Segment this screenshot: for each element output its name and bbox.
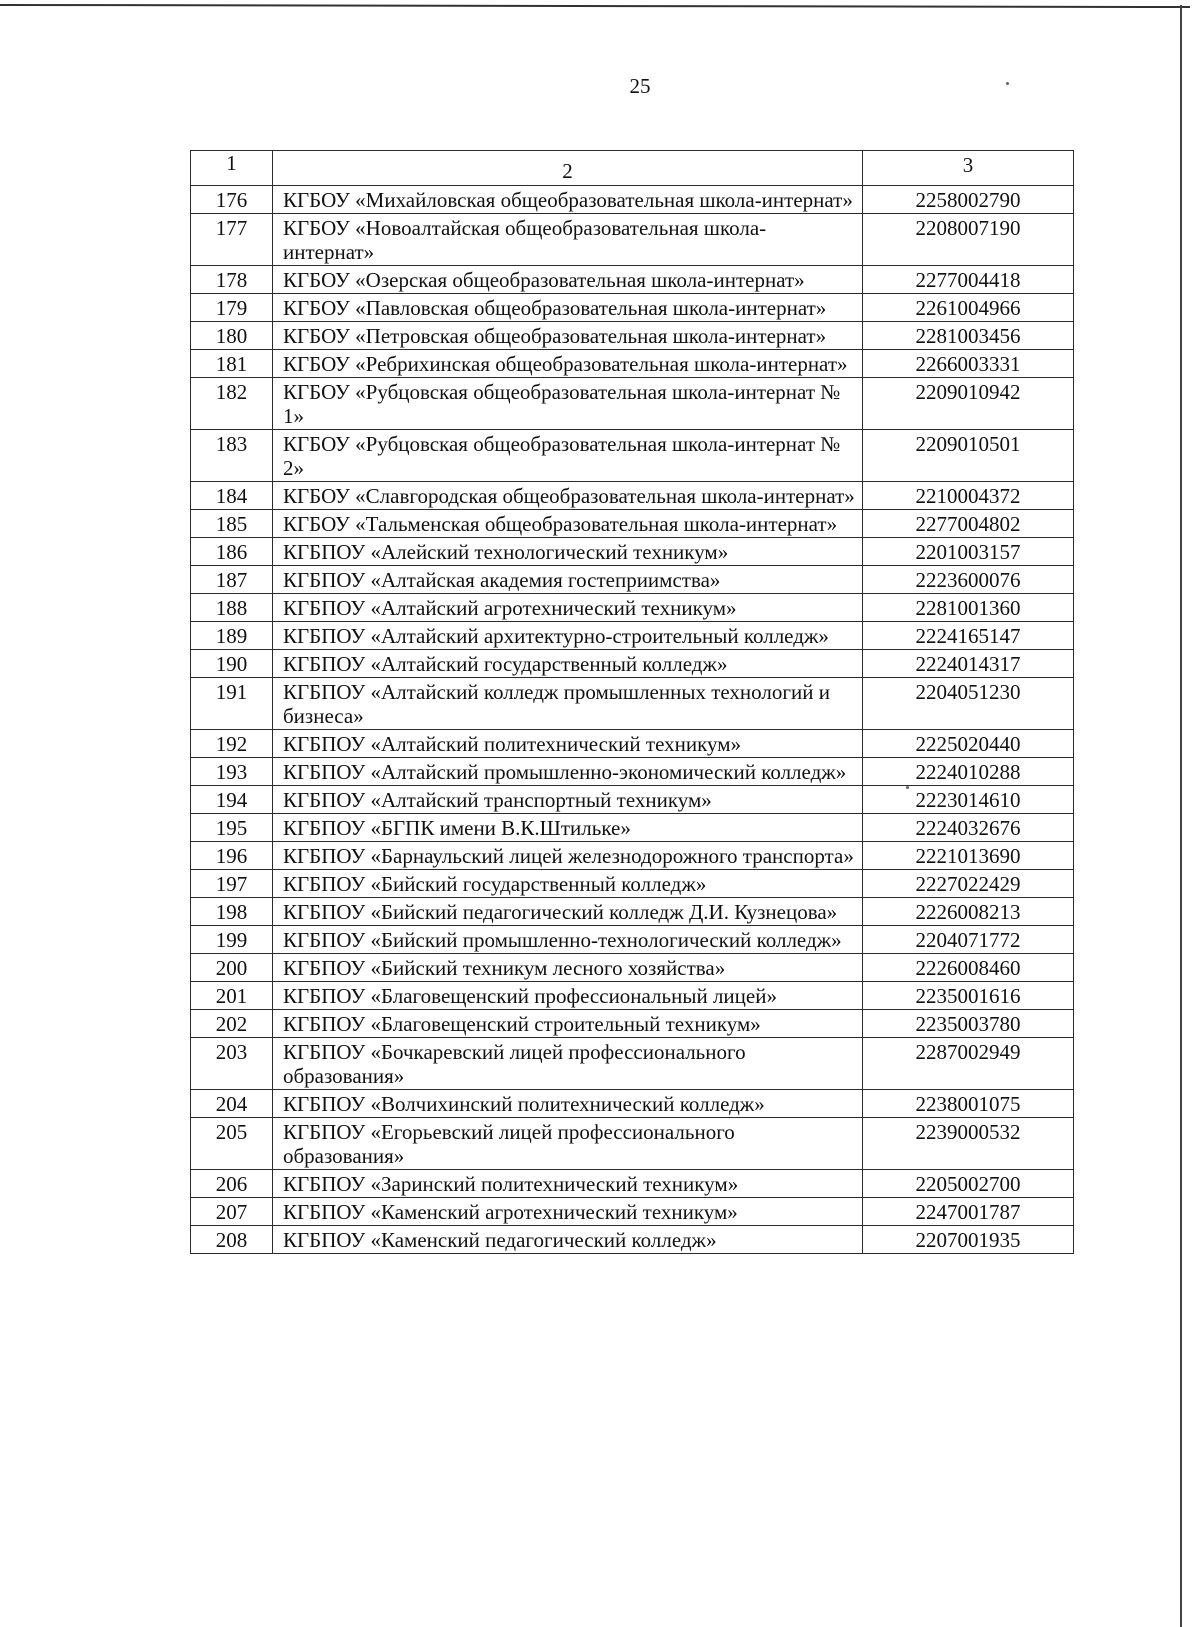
scan-edge-top [0,4,1190,8]
organization-name-cell: КГБПОУ «БГПК имени В.К.Штильке» [273,814,863,842]
inn-cell: 2261004966 [863,294,1074,322]
inn-cell: 2210004372 [863,482,1074,510]
table-row [191,814,1074,842]
inn-cell: 2258002790 [863,186,1074,214]
organization-name-cell: КГБОУ «Тальменская общеобразовательная школа-интернат» [273,510,863,538]
table-row [191,294,1074,322]
inn-cell: 2209010942 [863,378,1074,430]
inn-cell: 2207001935 [863,1226,1074,1254]
table-row [191,430,1074,482]
column-header-3: 3 [863,151,1074,186]
inn-cell: 2224165147 [863,622,1074,650]
organization-name-cell: КГБПОУ «Бийский промышленно-технологический колледж» [273,926,863,954]
table-row [191,870,1074,898]
inn-cell: 2227022429 [863,870,1074,898]
inn-cell: 2224032676 [863,814,1074,842]
row-number-cell: 196 [191,842,273,870]
organization-name-cell: КГБПОУ «Алтайский агротехнический техникум» [273,594,863,622]
row-number-cell: 188 [191,594,273,622]
organization-name-cell: КГБПОУ «Алтайская академия гостеприимства» [273,566,863,594]
page-number: 25 [629,74,651,98]
row-number-cell: 194 [191,786,273,814]
table-row [191,730,1074,758]
organization-name-cell: КГБПОУ «Каменский агротехнический техникум» [273,1198,863,1226]
organization-name-cell: КГБПОУ «Бийский педагогический колледж Д.И. Кузнецова» [273,898,863,926]
organization-name-cell: КГБОУ «Павловская общеобразовательная школа-интернат» [273,294,863,322]
scan-edge-right [1180,5,1182,1627]
row-number-cell: 190 [191,650,273,678]
column-header-2: 2 [273,151,863,186]
organization-name-cell: КГБПОУ «Каменский педагогический колледж» [273,1226,863,1254]
inn-cell: 2277004802 [863,510,1074,538]
table-row [191,322,1074,350]
row-number-cell: 206 [191,1170,273,1198]
table-row [191,954,1074,982]
row-number-cell: 202 [191,1010,273,1038]
inn-cell: 2235003780 [863,1010,1074,1038]
table-row [191,898,1074,926]
row-number-cell: 189 [191,622,273,650]
row-number-cell: 187 [191,566,273,594]
row-number-cell: 181 [191,350,273,378]
row-number-cell: 178 [191,266,273,294]
table-row [191,650,1074,678]
table-row [191,622,1074,650]
organization-name-cell: КГБПОУ «Алтайский государственный колледж» [273,650,863,678]
inn-cell: 2223014610 [863,786,1074,814]
table-row [191,482,1074,510]
organization-name-cell: КГБПОУ «Бочкаревский лицей профессионального образования» [273,1038,863,1090]
table-row [191,1170,1074,1198]
inn-cell: 2225020440 [863,730,1074,758]
row-number-cell: 207 [191,1198,273,1226]
organization-name-cell: КГБПОУ «Барнаульский лицей железнодорожного транспорта» [273,842,863,870]
organization-name-cell: КГБОУ «Славгородская общеобразовательная школа-интернат» [273,482,863,510]
organization-name-cell: КГБПОУ «Алейский технологический техникум» [273,538,863,566]
row-number-cell: 198 [191,898,273,926]
table-row [191,350,1074,378]
inn-cell: 2226008213 [863,898,1074,926]
row-number-cell: 186 [191,538,273,566]
inn-cell: 2247001787 [863,1198,1074,1226]
row-number-cell: 180 [191,322,273,350]
table-row [191,1198,1074,1226]
organization-name-cell: КГБОУ «Петровская общеобразовательная школа-интернат» [273,322,863,350]
organization-name-cell: КГБОУ «Озерская общеобразовательная школа-интернат» [273,266,863,294]
inn-cell: 2266003331 [863,350,1074,378]
table-row [191,214,1074,266]
organizations-table [190,150,1074,1254]
organization-name-cell: КГБОУ «Рубцовская общеобразовательная школа-интернат № 1» [273,378,863,430]
row-number-cell: 185 [191,510,273,538]
table-row [191,982,1074,1010]
column-header-1: 1 [191,151,273,186]
organization-name-cell: КГБПОУ «Алтайский политехнический техникум» [273,730,863,758]
organization-name-cell: КГБОУ «Михайловская общеобразовательная школа-интернат» [273,186,863,214]
table-row [191,186,1074,214]
row-number-cell: 197 [191,870,273,898]
table-row [191,510,1074,538]
inn-cell: 2224010288 [863,758,1074,786]
inn-cell: 2205002700 [863,1170,1074,1198]
organization-name-cell: КГБОУ «Рубцовская общеобразовательная школа-интернат № 2» [273,430,863,482]
organization-name-cell: КГБПОУ «Егорьевский лицей профессионального образования» [273,1118,863,1170]
organization-name-cell: КГБПОУ «Волчихинский политехнический колледж» [273,1090,863,1118]
row-number-cell: 201 [191,982,273,1010]
table-row [191,538,1074,566]
table-row [191,786,1074,814]
table-row [191,1090,1074,1118]
row-number-cell: 208 [191,1226,273,1254]
organization-name-cell: КГБПОУ «Алтайский архитектурно-строительный колледж» [273,622,863,650]
inn-cell: 2221013690 [863,842,1074,870]
inn-cell: 2223600076 [863,566,1074,594]
table-row [191,842,1074,870]
inn-cell: 2239000532 [863,1118,1074,1170]
row-number-cell: 191 [191,678,273,730]
scan-speck [1006,82,1009,85]
table-row [191,594,1074,622]
inn-cell: 2281003456 [863,322,1074,350]
row-number-cell: 176 [191,186,273,214]
table-row [191,926,1074,954]
organization-name-cell: КГБПОУ «Благовещенский строительный техникум» [273,1010,863,1038]
row-number-cell: 193 [191,758,273,786]
organization-name-cell: КГБПОУ «Благовещенский профессиональный лицей» [273,982,863,1010]
inn-cell: 2226008460 [863,954,1074,982]
inn-cell: 2238001075 [863,1090,1074,1118]
row-number-cell: 205 [191,1118,273,1170]
inn-cell: 2281001360 [863,594,1074,622]
table-row [191,678,1074,730]
row-number-cell: 200 [191,954,273,982]
organization-name-cell: КГБПОУ «Заринский политехнический техникум» [273,1170,863,1198]
inn-cell: 2277004418 [863,266,1074,294]
inn-cell: 2224014317 [863,650,1074,678]
row-number-cell: 195 [191,814,273,842]
inn-cell: 2204051230 [863,678,1074,730]
inn-cell: 2208007190 [863,214,1074,266]
inn-cell: 2235001616 [863,982,1074,1010]
row-number-cell: 199 [191,926,273,954]
row-number-cell: 192 [191,730,273,758]
row-number-cell: 183 [191,430,273,482]
organization-name-cell: КГБОУ «Ребрихинская общеобразовательная школа-интернат» [273,350,863,378]
organization-name-cell: КГБОУ «Новоалтайская общеобразовательная школа-интернат» [273,214,863,266]
row-number-cell: 179 [191,294,273,322]
organization-name-cell: КГБПОУ «Бийский техникум лесного хозяйства» [273,954,863,982]
table-row [191,1226,1074,1254]
organization-name-cell: КГБПОУ «Бийский государственный колледж» [273,870,863,898]
table-row [191,378,1074,430]
row-number-cell: 177 [191,214,273,266]
inn-cell: 2209010501 [863,430,1074,482]
organization-name-cell: КГБПОУ «Алтайский промышленно-экономический колледж» [273,758,863,786]
table-row [191,566,1074,594]
table-row [191,758,1074,786]
table-row [191,1118,1074,1170]
organization-name-cell: КГБПОУ «Алтайский транспортный техникум» [273,786,863,814]
row-number-cell: 204 [191,1090,273,1118]
table-body [191,186,1074,1254]
row-number-cell: 182 [191,378,273,430]
row-number-cell: 184 [191,482,273,510]
inn-cell: 2201003157 [863,538,1074,566]
table-row [191,266,1074,294]
inn-cell: 2204071772 [863,926,1074,954]
table-row [191,1038,1074,1090]
row-number-cell: 203 [191,1038,273,1090]
inn-cell: 2287002949 [863,1038,1074,1090]
table-header-row [191,151,1074,186]
organization-name-cell: КГБПОУ «Алтайский колледж промышленных технологий и бизнеса» [273,678,863,730]
table-row [191,1010,1074,1038]
